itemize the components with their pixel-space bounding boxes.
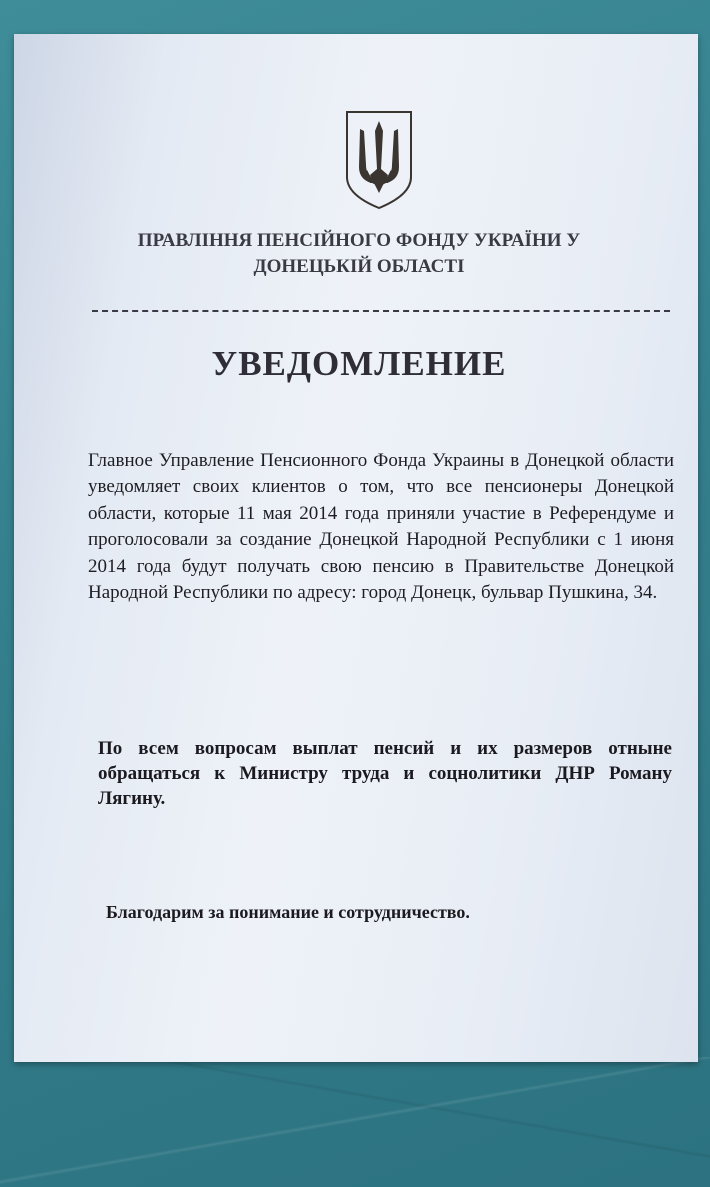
closing-line: Благодарим за понимание и сотрудничество. <box>106 902 470 922</box>
notice-sheet <box>14 34 698 1062</box>
notice-paragraph: Главное Управление Пенсионного Фонда Украины в Донецкой области уведомляет своих клиентов о том, что все пенсионеры Донецкой области, которые 11 мая 2014 года приняли участие в Референдуме и проголосовали за создание Донецкой Народной Республики с 1 июня 2014 года будут получать свою пенсию в Правительстве Донецкой Народной Республики по адресу: город Донецк, бульвар Пушкина, 34. <box>88 450 674 604</box>
dashed-divider <box>92 310 670 312</box>
issuer-header: ПРАВЛІННЯ ПЕНСІЙНОГО ФОНДУ УКРАЇНИ У ДОНЕЦЬКІЙ ОБЛАСТІ <box>137 230 581 277</box>
tryzub-emblem-icon <box>344 109 414 211</box>
wall-background <box>0 1057 710 1187</box>
contact-paragraph: По всем вопросам выплат пенсий и их размеров отныне обращаться к Министру труда и соцнолитики ДНР Роману Лягину. <box>98 738 672 809</box>
page-title: УВЕДОМЛЕНИЕ <box>211 344 507 383</box>
